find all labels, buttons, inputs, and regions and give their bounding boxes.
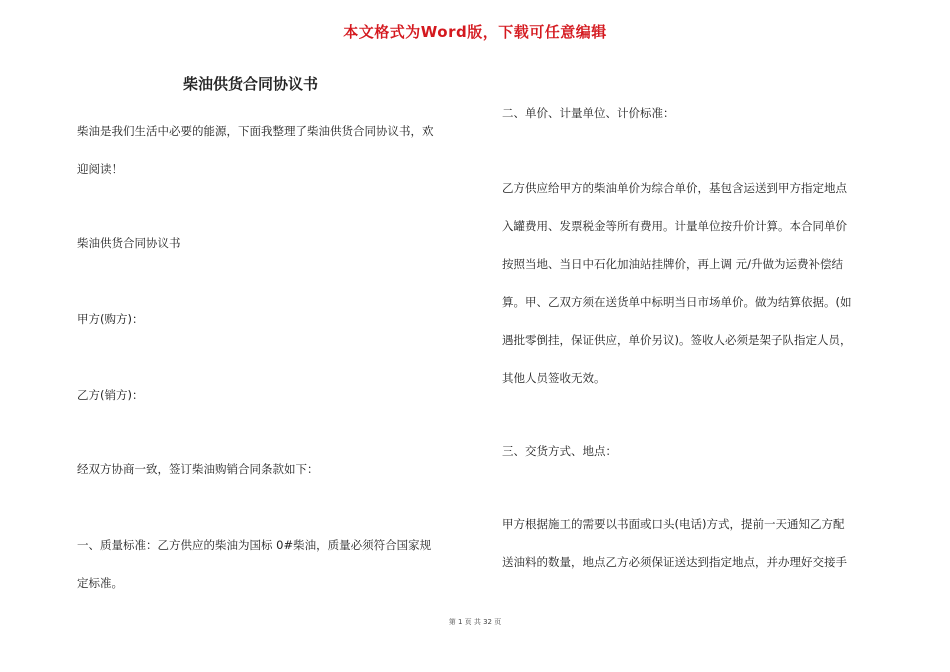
price-line-5: 遇批零倒挂，保证供应，单价另议)。签收人必须是架子队指定人员， [502, 333, 852, 347]
intro-line-1: 柴油是我们生活中必要的能源，下面我整理了柴油供货合同协议书，欢 [77, 124, 434, 138]
delivery-paragraph [502, 518, 847, 569]
page-number-footer: 第 1 页 共 32 页 [448, 618, 502, 626]
section-2-heading: 二、单价、计量单位、计价标准： [502, 106, 675, 120]
price-line-2: 入罐费用、发票税金等所有费用。计量单位按升价计算。本合同单价 [502, 219, 847, 233]
intro-paragraph [77, 125, 434, 176]
delivery-line-1: 甲方根据施工的需要以书面或口头(电话)方式，提前一天通知乙方配 [502, 517, 845, 531]
quality-standard-paragraph [77, 539, 431, 590]
party-b-label: 乙方(销方)： [77, 388, 144, 402]
quality-line-2: 定标准。 [77, 576, 123, 590]
intro-line-2: 迎阅读！ [77, 162, 123, 176]
section-3-heading: 三、交货方式、地点： [502, 444, 617, 458]
agreement-statement: 经双方协商一致，签订柴油购销合同条款如下： [77, 462, 319, 476]
word-format-banner: 本文格式为Word版，下载可任意编辑 [343, 23, 607, 41]
price-paragraph [502, 182, 851, 385]
price-line-4: 算。甲、乙双方须在送货单中标明当日市场单价。做为结算依据。(如 [502, 295, 852, 309]
party-a-label: 甲方(购方)： [77, 312, 144, 326]
price-line-3: 按照当地、当日中石化加油站挂牌价，再上调 元/升做为运费补偿结 [502, 257, 844, 271]
price-line-1: 乙方供应给甲方的柴油单价为综合单价，基包含运送到甲方指定地点 [502, 181, 847, 195]
price-line-6: 其他人员签收无效。 [502, 371, 606, 385]
quality-line-1: 一、质量标准：乙方供应的柴油为国标 0#柴油，质量必须符合国家规 [77, 538, 432, 552]
contract-subtitle: 柴油供货合同协议书 [77, 236, 181, 250]
document-title: 柴油供货合同协议书 [183, 75, 319, 93]
delivery-line-2: 送油料的数量，地点乙方必须保证送达到指定地点，并办理好交接手 [502, 555, 847, 569]
